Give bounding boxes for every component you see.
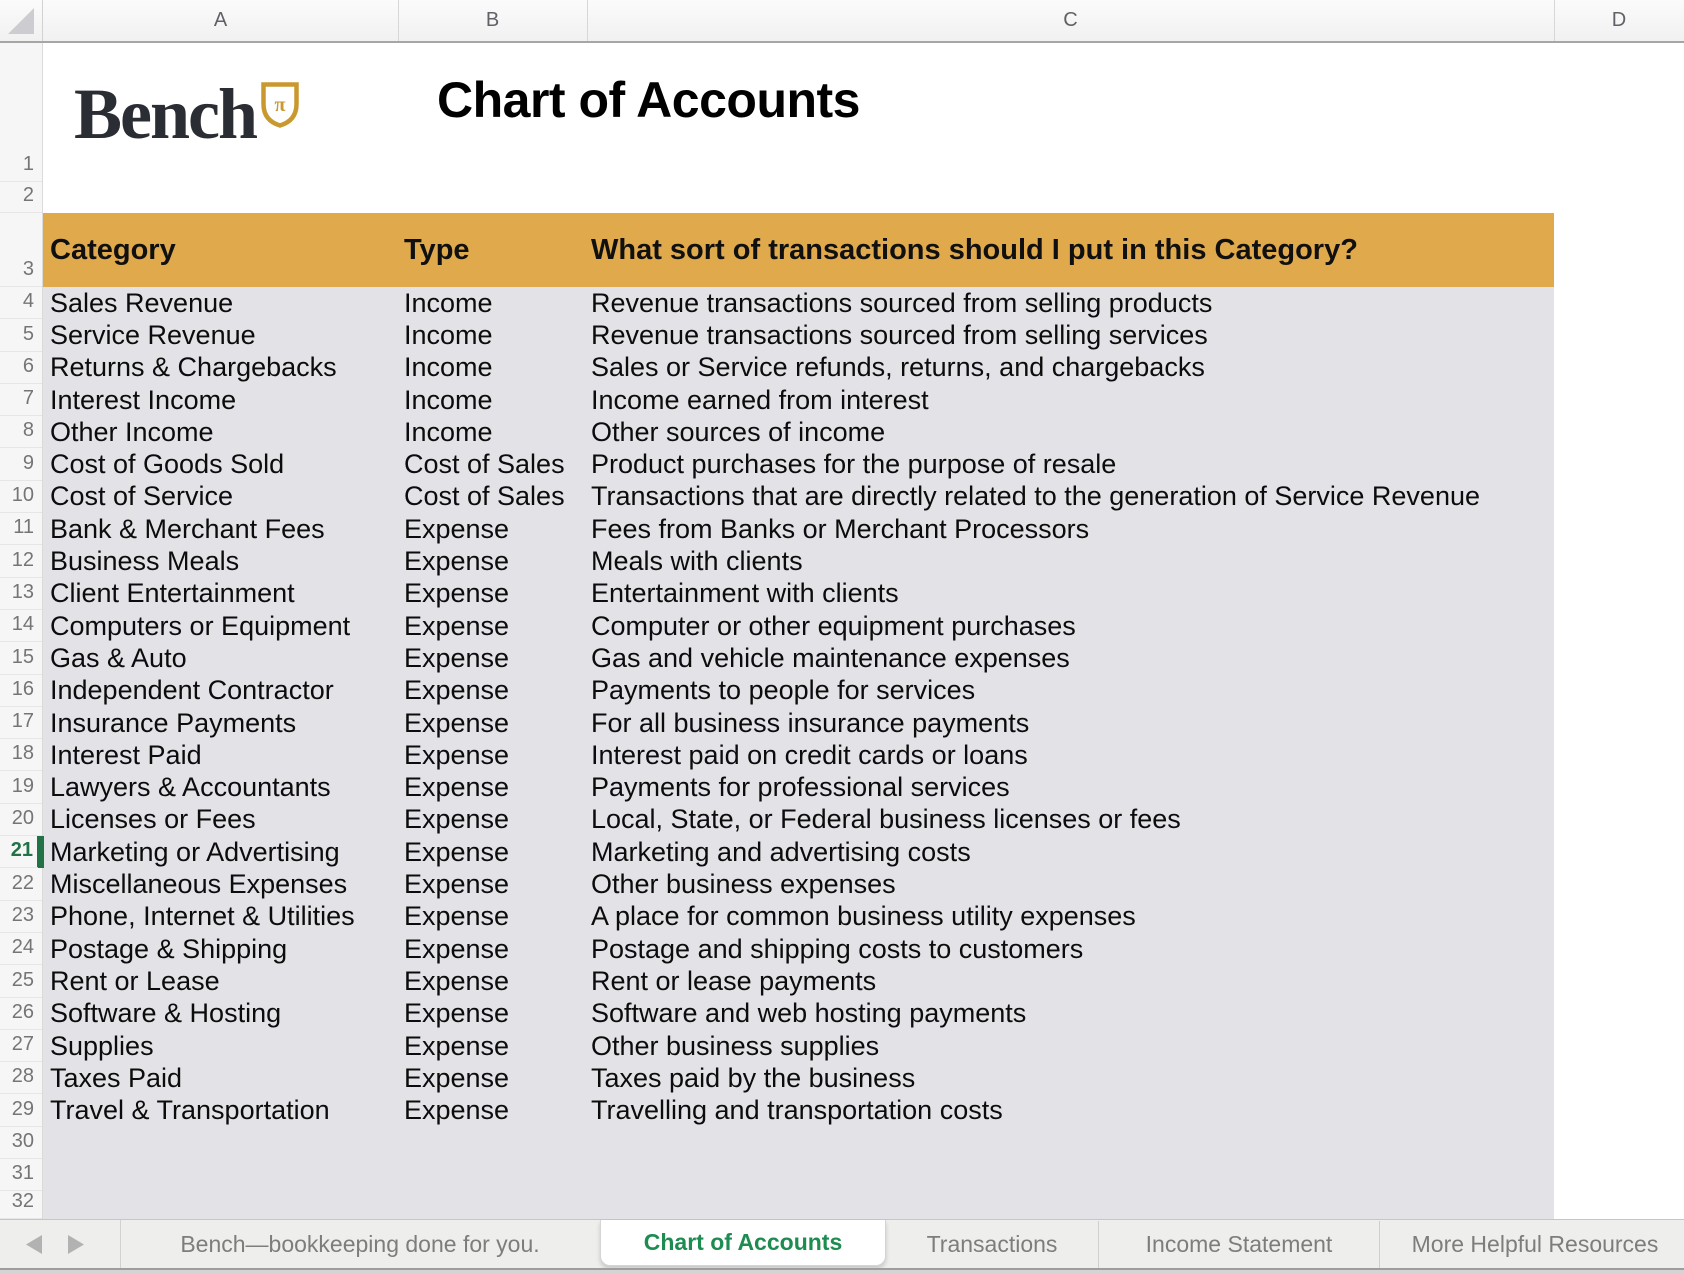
description-cell[interactable]: Fees from Banks or Merchant Processors bbox=[591, 513, 1090, 544]
description-cell[interactable]: Gas and vehicle maintenance expenses bbox=[591, 642, 1070, 673]
category-cell[interactable]: Returns & Chargebacks bbox=[50, 352, 337, 383]
category-cell[interactable]: Other Income bbox=[50, 416, 214, 447]
description-cell[interactable]: Sales or Service refunds, returns, and chargebacks bbox=[591, 352, 1205, 383]
row-number-23[interactable]: 23 bbox=[0, 901, 42, 933]
type-cell[interactable]: Expense bbox=[404, 546, 510, 577]
type-cell[interactable]: Expense bbox=[404, 804, 510, 835]
table-row bbox=[43, 965, 1554, 997]
category-cell[interactable]: Sales Revenue bbox=[50, 287, 234, 318]
type-cell[interactable]: Expense bbox=[404, 772, 510, 803]
description-cell[interactable]: Transactions that are directly related to the generation of Service Revenue bbox=[591, 481, 1480, 512]
row-number-19[interactable]: 19 bbox=[0, 772, 42, 804]
sheet-tab-chart-of-accounts[interactable]: Chart of Accounts bbox=[600, 1220, 886, 1266]
row-number-8[interactable]: 8 bbox=[0, 416, 42, 448]
category-cell[interactable]: Phone, Internet & Utilities bbox=[50, 901, 355, 932]
pi-symbol: π bbox=[274, 94, 286, 116]
category-cell[interactable]: Rent or Lease bbox=[50, 965, 220, 996]
category-cell[interactable]: Computers or Equipment bbox=[50, 610, 351, 641]
row-number-4[interactable]: 4 bbox=[0, 287, 42, 319]
type-cell[interactable]: Expense bbox=[404, 739, 510, 770]
type-cell[interactable]: Cost of Sales bbox=[404, 481, 565, 512]
table-row bbox=[43, 675, 1554, 707]
type-cell[interactable]: Expense bbox=[404, 965, 510, 996]
category-cell[interactable]: Insurance Payments bbox=[50, 707, 297, 738]
description-cell[interactable]: Interest paid on credit cards or loans bbox=[591, 739, 1028, 770]
type-cell[interactable]: Expense bbox=[404, 933, 510, 964]
select-all-corner[interactable] bbox=[0, 0, 43, 41]
bench-logo-text: Bench bbox=[74, 74, 257, 154]
table-row bbox=[43, 1030, 1554, 1062]
table-row bbox=[43, 416, 1554, 448]
description-cell[interactable]: Income earned from interest bbox=[591, 384, 929, 415]
table-row bbox=[43, 384, 1554, 416]
type-cell[interactable]: Income bbox=[404, 287, 493, 318]
column-header-b[interactable]: B bbox=[485, 9, 500, 31]
table-row bbox=[43, 319, 1554, 351]
table-row bbox=[43, 642, 1554, 674]
header-type[interactable]: Type bbox=[404, 233, 470, 266]
description-cell[interactable]: Travelling and transportation costs bbox=[591, 1095, 1003, 1126]
prev-sheet-arrow-icon[interactable] bbox=[26, 1235, 42, 1254]
type-cell[interactable]: Expense bbox=[404, 642, 510, 673]
description-cell[interactable]: A place for common business utility expenses bbox=[591, 901, 1136, 932]
table-row bbox=[43, 739, 1554, 771]
type-cell[interactable]: Expense bbox=[404, 578, 510, 609]
row-number-16[interactable]: 16 bbox=[0, 675, 42, 707]
table-row bbox=[43, 804, 1554, 836]
type-cell[interactable]: Expense bbox=[404, 513, 510, 544]
description-cell[interactable]: Taxes paid by the business bbox=[591, 1062, 916, 1093]
description-cell[interactable]: Marketing and advertising costs bbox=[591, 836, 971, 867]
type-cell[interactable]: Income bbox=[404, 319, 493, 350]
table-row bbox=[43, 513, 1554, 545]
table-row bbox=[43, 868, 1554, 900]
description-cell[interactable]: Payments for professional services bbox=[591, 772, 1010, 803]
type-cell[interactable]: Income bbox=[404, 384, 493, 415]
window-bottom-edge bbox=[0, 1268, 1684, 1274]
bench-shield-icon bbox=[260, 82, 300, 128]
description-cell[interactable]: Local, State, or Federal business licenses or fees bbox=[591, 804, 1181, 835]
description-cell[interactable]: Software and web hosting payments bbox=[591, 998, 1027, 1029]
description-cell[interactable]: Revenue transactions sourced from selling products bbox=[591, 287, 1213, 318]
bench-logo bbox=[74, 74, 300, 154]
row-number-25[interactable]: 25 bbox=[0, 965, 42, 997]
table-header-row bbox=[43, 213, 1554, 287]
table-row bbox=[43, 449, 1554, 481]
category-cell[interactable]: Cost of Service bbox=[50, 481, 234, 512]
row-number-24[interactable]: 24 bbox=[0, 933, 42, 965]
row-number-11[interactable]: 11 bbox=[0, 513, 42, 545]
row-number-10[interactable]: 10 bbox=[0, 481, 42, 513]
row-number-5[interactable]: 5 bbox=[0, 319, 42, 351]
sheet-tab-more-helpful-resources[interactable]: More Helpful Resources bbox=[1379, 1221, 1684, 1268]
header-description[interactable]: What sort of transactions should I put in this Category? bbox=[591, 233, 1358, 266]
category-cell[interactable]: Lawyers & Accountants bbox=[50, 772, 331, 803]
table-body bbox=[43, 287, 1554, 1219]
column-header-a[interactable]: A bbox=[213, 9, 228, 31]
category-cell[interactable]: Postage & Shipping bbox=[50, 933, 288, 964]
table-row bbox=[43, 707, 1554, 739]
row-number-2[interactable]: 2 bbox=[0, 182, 42, 213]
category-cell[interactable]: Interest Income bbox=[50, 384, 237, 415]
row-number-6[interactable]: 6 bbox=[0, 352, 42, 384]
table-row bbox=[43, 610, 1554, 642]
description-cell[interactable]: Revenue transactions sourced from selling services bbox=[591, 319, 1208, 350]
category-cell[interactable]: Gas & Auto bbox=[50, 642, 187, 673]
category-cell[interactable]: Licenses or Fees bbox=[50, 804, 256, 835]
row-number-13[interactable]: 13 bbox=[0, 578, 42, 610]
description-cell[interactable]: Postage and shipping costs to customers bbox=[591, 933, 1084, 964]
category-cell[interactable]: Independent Contractor bbox=[50, 675, 334, 706]
table-row bbox=[43, 481, 1554, 513]
category-cell[interactable]: Bank & Merchant Fees bbox=[50, 513, 325, 544]
category-cell[interactable]: Miscellaneous Expenses bbox=[50, 869, 348, 900]
type-cell[interactable]: Expense bbox=[404, 998, 510, 1029]
category-cell[interactable]: Business Meals bbox=[50, 546, 240, 577]
category-cell[interactable]: Taxes Paid bbox=[50, 1062, 183, 1093]
row-number-9[interactable]: 9 bbox=[0, 449, 42, 481]
type-cell[interactable]: Cost of Sales bbox=[404, 449, 565, 480]
row-number-22[interactable]: 22 bbox=[0, 868, 42, 900]
row-number-21[interactable]: 21 bbox=[0, 836, 42, 868]
page-title: Chart of Accounts bbox=[437, 72, 860, 128]
column-header-d[interactable]: D bbox=[1611, 9, 1627, 31]
column-header-bar bbox=[0, 0, 1684, 43]
type-cell[interactable]: Expense bbox=[404, 707, 510, 738]
description-cell[interactable]: Entertainment with clients bbox=[591, 578, 899, 609]
row-number-gutter bbox=[0, 43, 43, 1219]
row-number-32[interactable]: 32 bbox=[0, 1191, 42, 1219]
category-cell[interactable]: Service Revenue bbox=[50, 319, 256, 350]
select-all-triangle-icon bbox=[8, 8, 34, 34]
table-row bbox=[43, 1062, 1554, 1094]
row-number-31[interactable]: 31 bbox=[0, 1159, 42, 1191]
row-number-3[interactable]: 3 bbox=[0, 213, 42, 287]
table-row bbox=[43, 772, 1554, 804]
row-number-30[interactable]: 30 bbox=[0, 1127, 42, 1159]
table-row bbox=[43, 1095, 1554, 1127]
type-cell[interactable]: Expense bbox=[404, 836, 510, 867]
table-row bbox=[43, 933, 1554, 965]
sheet-tab-bar bbox=[0, 1219, 1684, 1268]
description-cell[interactable]: Computer or other equipment purchases bbox=[591, 610, 1076, 641]
category-cell[interactable]: Software & Hosting bbox=[50, 998, 282, 1029]
sheet-tab-bench-bookkeeping-done-for-you[interactable]: Bench—bookkeeping done for you. bbox=[180, 1231, 540, 1257]
row-number-7[interactable]: 7 bbox=[0, 384, 42, 416]
row-number-26[interactable]: 26 bbox=[0, 998, 42, 1030]
table-row bbox=[43, 287, 1554, 319]
column-header-c[interactable]: C bbox=[1063, 9, 1078, 31]
type-cell[interactable]: Income bbox=[404, 352, 493, 383]
type-cell[interactable]: Expense bbox=[404, 869, 510, 900]
table-row bbox=[43, 578, 1554, 610]
type-cell[interactable]: Expense bbox=[404, 901, 510, 932]
row-number-27[interactable]: 27 bbox=[0, 1030, 42, 1062]
type-cell[interactable]: Expense bbox=[404, 1030, 510, 1061]
category-cell[interactable]: Interest Paid bbox=[50, 739, 202, 770]
row-number-1[interactable]: 1 bbox=[0, 43, 42, 182]
description-cell[interactable]: Product purchases for the purpose of resale bbox=[591, 449, 1117, 480]
table-row bbox=[43, 836, 1554, 868]
sheet-tab-income-statement[interactable]: Income Statement bbox=[1098, 1221, 1379, 1268]
description-cell[interactable]: Other sources of income bbox=[591, 416, 886, 447]
header-category[interactable]: Category bbox=[50, 233, 176, 266]
row-number-18[interactable]: 18 bbox=[0, 739, 42, 771]
description-cell[interactable]: Other business supplies bbox=[591, 1030, 880, 1061]
category-cell[interactable]: Travel & Transportation bbox=[50, 1095, 330, 1126]
row-number-28[interactable]: 28 bbox=[0, 1062, 42, 1094]
table-row bbox=[43, 998, 1554, 1030]
row-number-12[interactable]: 12 bbox=[0, 545, 42, 577]
type-cell[interactable]: Expense bbox=[404, 1095, 510, 1126]
sheet-tab-transactions[interactable]: Transactions bbox=[926, 1231, 1058, 1257]
row-number-29[interactable]: 29 bbox=[0, 1095, 42, 1127]
type-cell[interactable]: Expense bbox=[404, 610, 510, 641]
description-cell[interactable]: Rent or lease payments bbox=[591, 965, 877, 996]
category-cell[interactable]: Supplies bbox=[50, 1030, 154, 1061]
type-cell[interactable]: Expense bbox=[404, 675, 510, 706]
type-cell[interactable]: Income bbox=[404, 416, 493, 447]
table-row bbox=[43, 901, 1554, 933]
table-row bbox=[43, 352, 1554, 384]
description-cell[interactable]: Other business expenses bbox=[591, 869, 896, 900]
table-row bbox=[43, 545, 1554, 577]
category-cell[interactable]: Marketing or Advertising bbox=[50, 836, 340, 867]
type-cell[interactable]: Expense bbox=[404, 1062, 510, 1093]
row-number-14[interactable]: 14 bbox=[0, 610, 42, 642]
row-number-15[interactable]: 15 bbox=[0, 642, 42, 674]
category-cell[interactable]: Cost of Goods Sold bbox=[50, 449, 285, 480]
category-cell[interactable]: Client Entertainment bbox=[50, 578, 295, 609]
row-number-17[interactable]: 17 bbox=[0, 707, 42, 739]
description-cell[interactable]: For all business insurance payments bbox=[591, 707, 1030, 738]
selected-cell-indicator bbox=[38, 836, 44, 868]
description-cell[interactable]: Meals with clients bbox=[591, 546, 803, 577]
next-sheet-arrow-icon[interactable] bbox=[68, 1235, 84, 1254]
description-cell[interactable]: Payments to people for services bbox=[591, 675, 976, 706]
row-number-20[interactable]: 20 bbox=[0, 804, 42, 836]
